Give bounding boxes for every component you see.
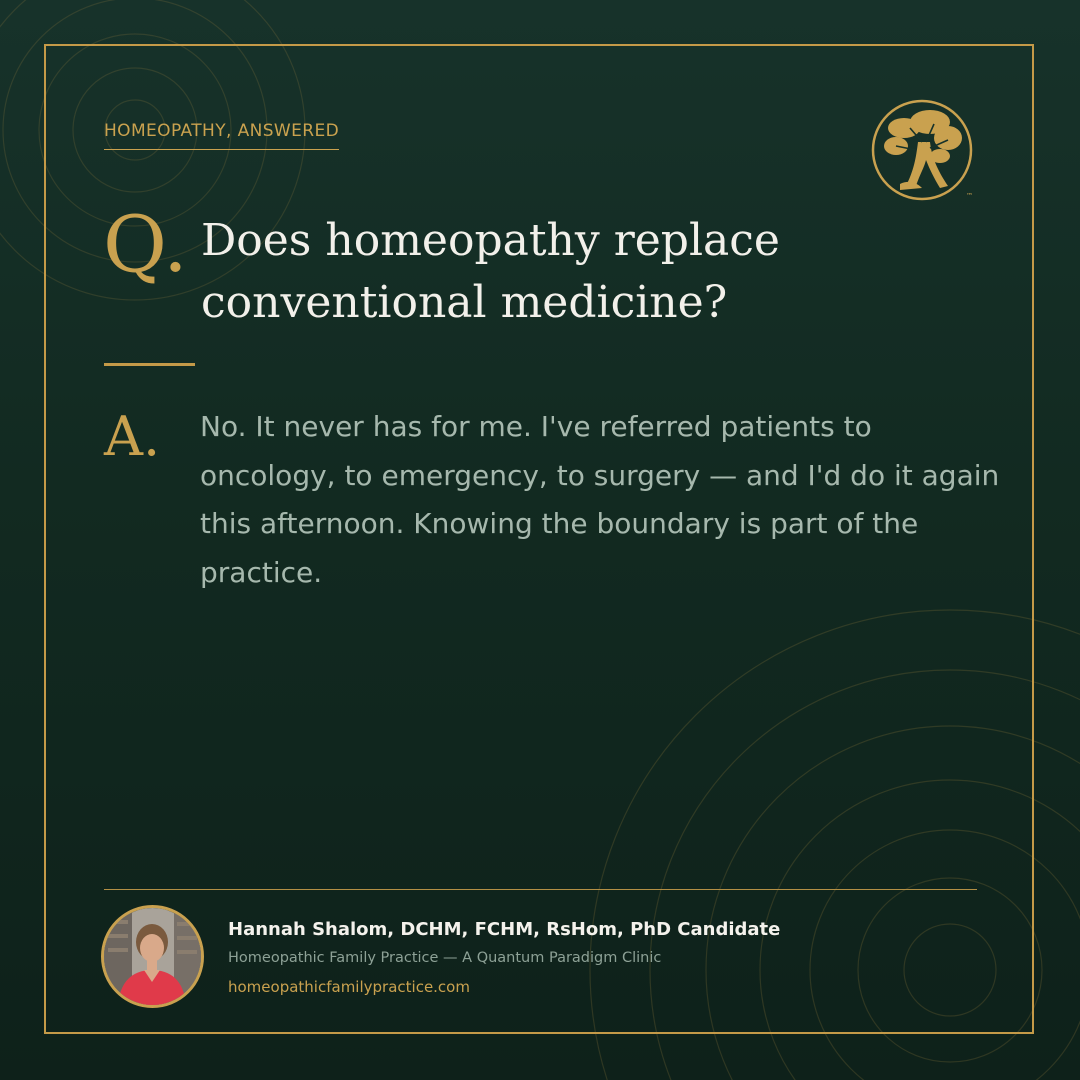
question-marker: Q. xyxy=(103,200,188,290)
answer-text: No. It never has for me. I've referred patients to oncology, to emergency, to surgery — and I'd do it again this afternoon. Knowing the boundary is part of the practice. xyxy=(200,410,1000,589)
footer-divider xyxy=(104,889,977,890)
website-link[interactable]: homeopathicfamilypractice.com xyxy=(228,978,470,996)
answer-marker: A. xyxy=(104,405,161,468)
series-label: HOMEOPATHY, ANSWERED xyxy=(104,121,339,150)
section-divider xyxy=(104,363,195,366)
author-avatar xyxy=(101,905,204,1008)
portrait-photo-icon xyxy=(104,908,201,1005)
clinic-name: Homeopathic Family Practice — A Quantum Paradigm Clinic xyxy=(228,950,662,966)
trademark-mark: ™ xyxy=(966,192,973,200)
author-name: Hannah Shalom, DCHM, FCHM, RsHom, PhD Candidate xyxy=(228,919,781,940)
question-text: Does homeopathy replace conventional medicine? xyxy=(201,215,780,328)
tree-of-life-logo-icon xyxy=(870,98,978,206)
